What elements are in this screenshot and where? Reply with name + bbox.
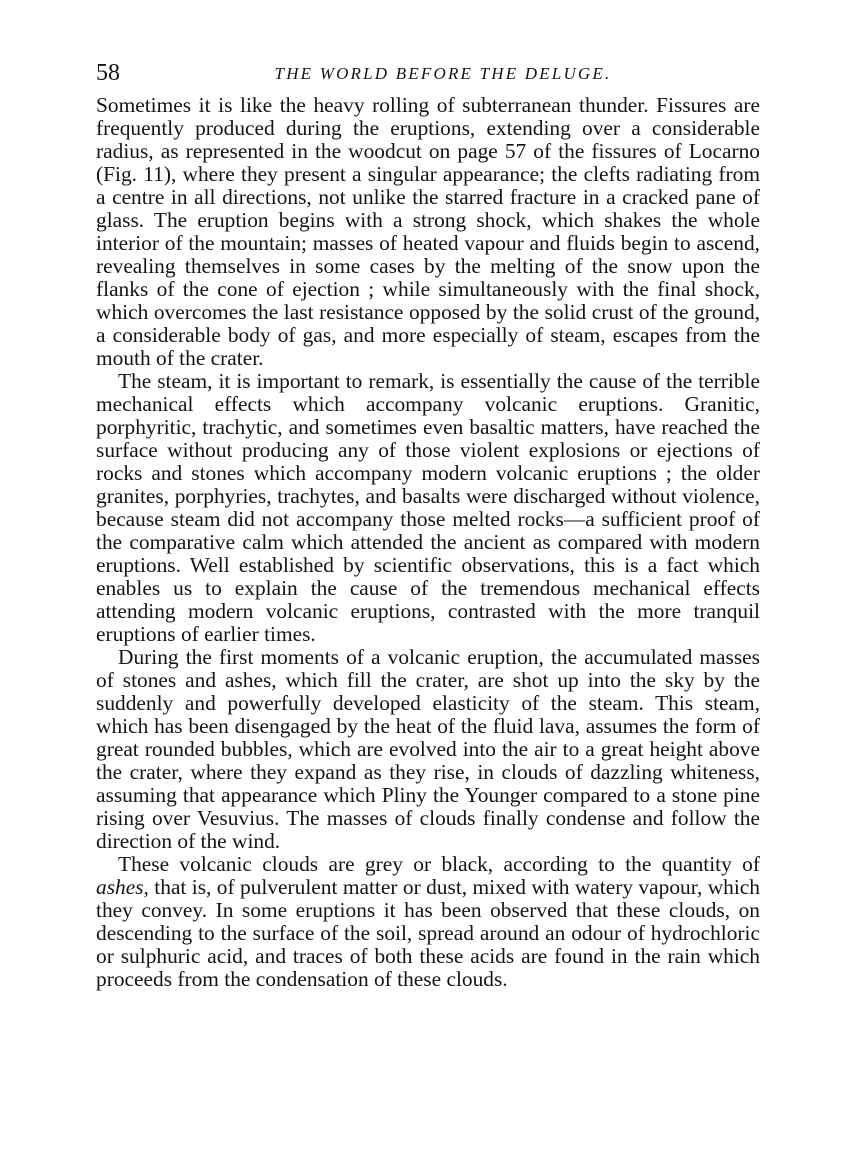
running-head	[96, 58, 760, 88]
paragraph-3: During the first moments of a volcanic eruption, the accumulated masses of stones and ashes, which fill the crater, are shot up into the sky by the suddenly and powerfully developed elasticity of the steam. This steam, which has been disengaged by the heat of the fluid lava, assumes the form of great rounded bubbles, which are evolved into the air to a great height above the crater, where they expand as they rise, in clouds of dazzling whiteness, assuming that appearance which Pliny the Younger compared to a stone pine rising over Vesuvius. The masses of clouds finally condense and follow the direction of the wind.	[96, 645, 760, 853]
paragraph-4-text-before: These volcanic clouds are grey or black, according to the quantity of	[118, 852, 760, 876]
paragraph-2: The steam, it is important to remark, is essentially the cause of the terrible mechanical effects which accompany volcanic eruptions. Granitic, porphyritic, trachytic, and sometimes even basaltic matters, have reached the surface without producing any of those violent explosions or ejections of rocks and stones which accompany modern volcanic eruptions ; the older granites, porphyries, trachytes, and basalts were discharged without violence, because steam did not accompany those melted rocks—a sufficient proof of the comparative calm which attended the ancient as compared with modern eruptions. Well established by scientific observations, this is a fact which enables us to explain the cause of the tremendous mechanical effects attending modern volcanic eruptions, contrasted with the more tranquil eruptions of earlier times.	[96, 369, 760, 646]
page-number: 58	[96, 60, 120, 86]
book-page	[96, 58, 760, 991]
paragraph-4	[96, 853, 760, 991]
paragraph-4-italic-term: ashes	[96, 875, 144, 899]
paragraph-4-text-after: , that is, of pulverulent matter or dust, mixed with watery vapour, which they convey. In some eruptions it has been observed that these clouds, on descending to the surface of the soil, spread around an odour of hydrochloric or sulphuric acid, and traces of both these acids are found in the rain which proceeds from the condensation of these clouds.	[96, 875, 760, 991]
paragraph-1: Sometimes it is like the heavy rolling of subterranean thunder. Fissures are frequently produced during the eruptions, extending over a considerable radius, as represented in the woodcut on page 57 of the fissures of Locarno (Fig. 11), where they present a singular appearance; the clefts radiating from a centre in all directions, not unlike the starred fracture in a cracked pane of glass. The eruption begins with a strong shock, which shakes the whole interior of the mountain; masses of heated vapour and fluids begin to ascend, revealing themselves in some cases by the melting of the snow upon the flanks of the cone of ejection ; while simultaneously with the final shock, which overcomes the last resistance opposed by the solid crust of the ground, a considerable body of gas, and more especially of steam, escapes from the mouth of the crater.	[96, 93, 760, 370]
body-text	[96, 94, 760, 991]
running-title: THE WORLD BEFORE THE DELUGE.	[274, 64, 612, 83]
